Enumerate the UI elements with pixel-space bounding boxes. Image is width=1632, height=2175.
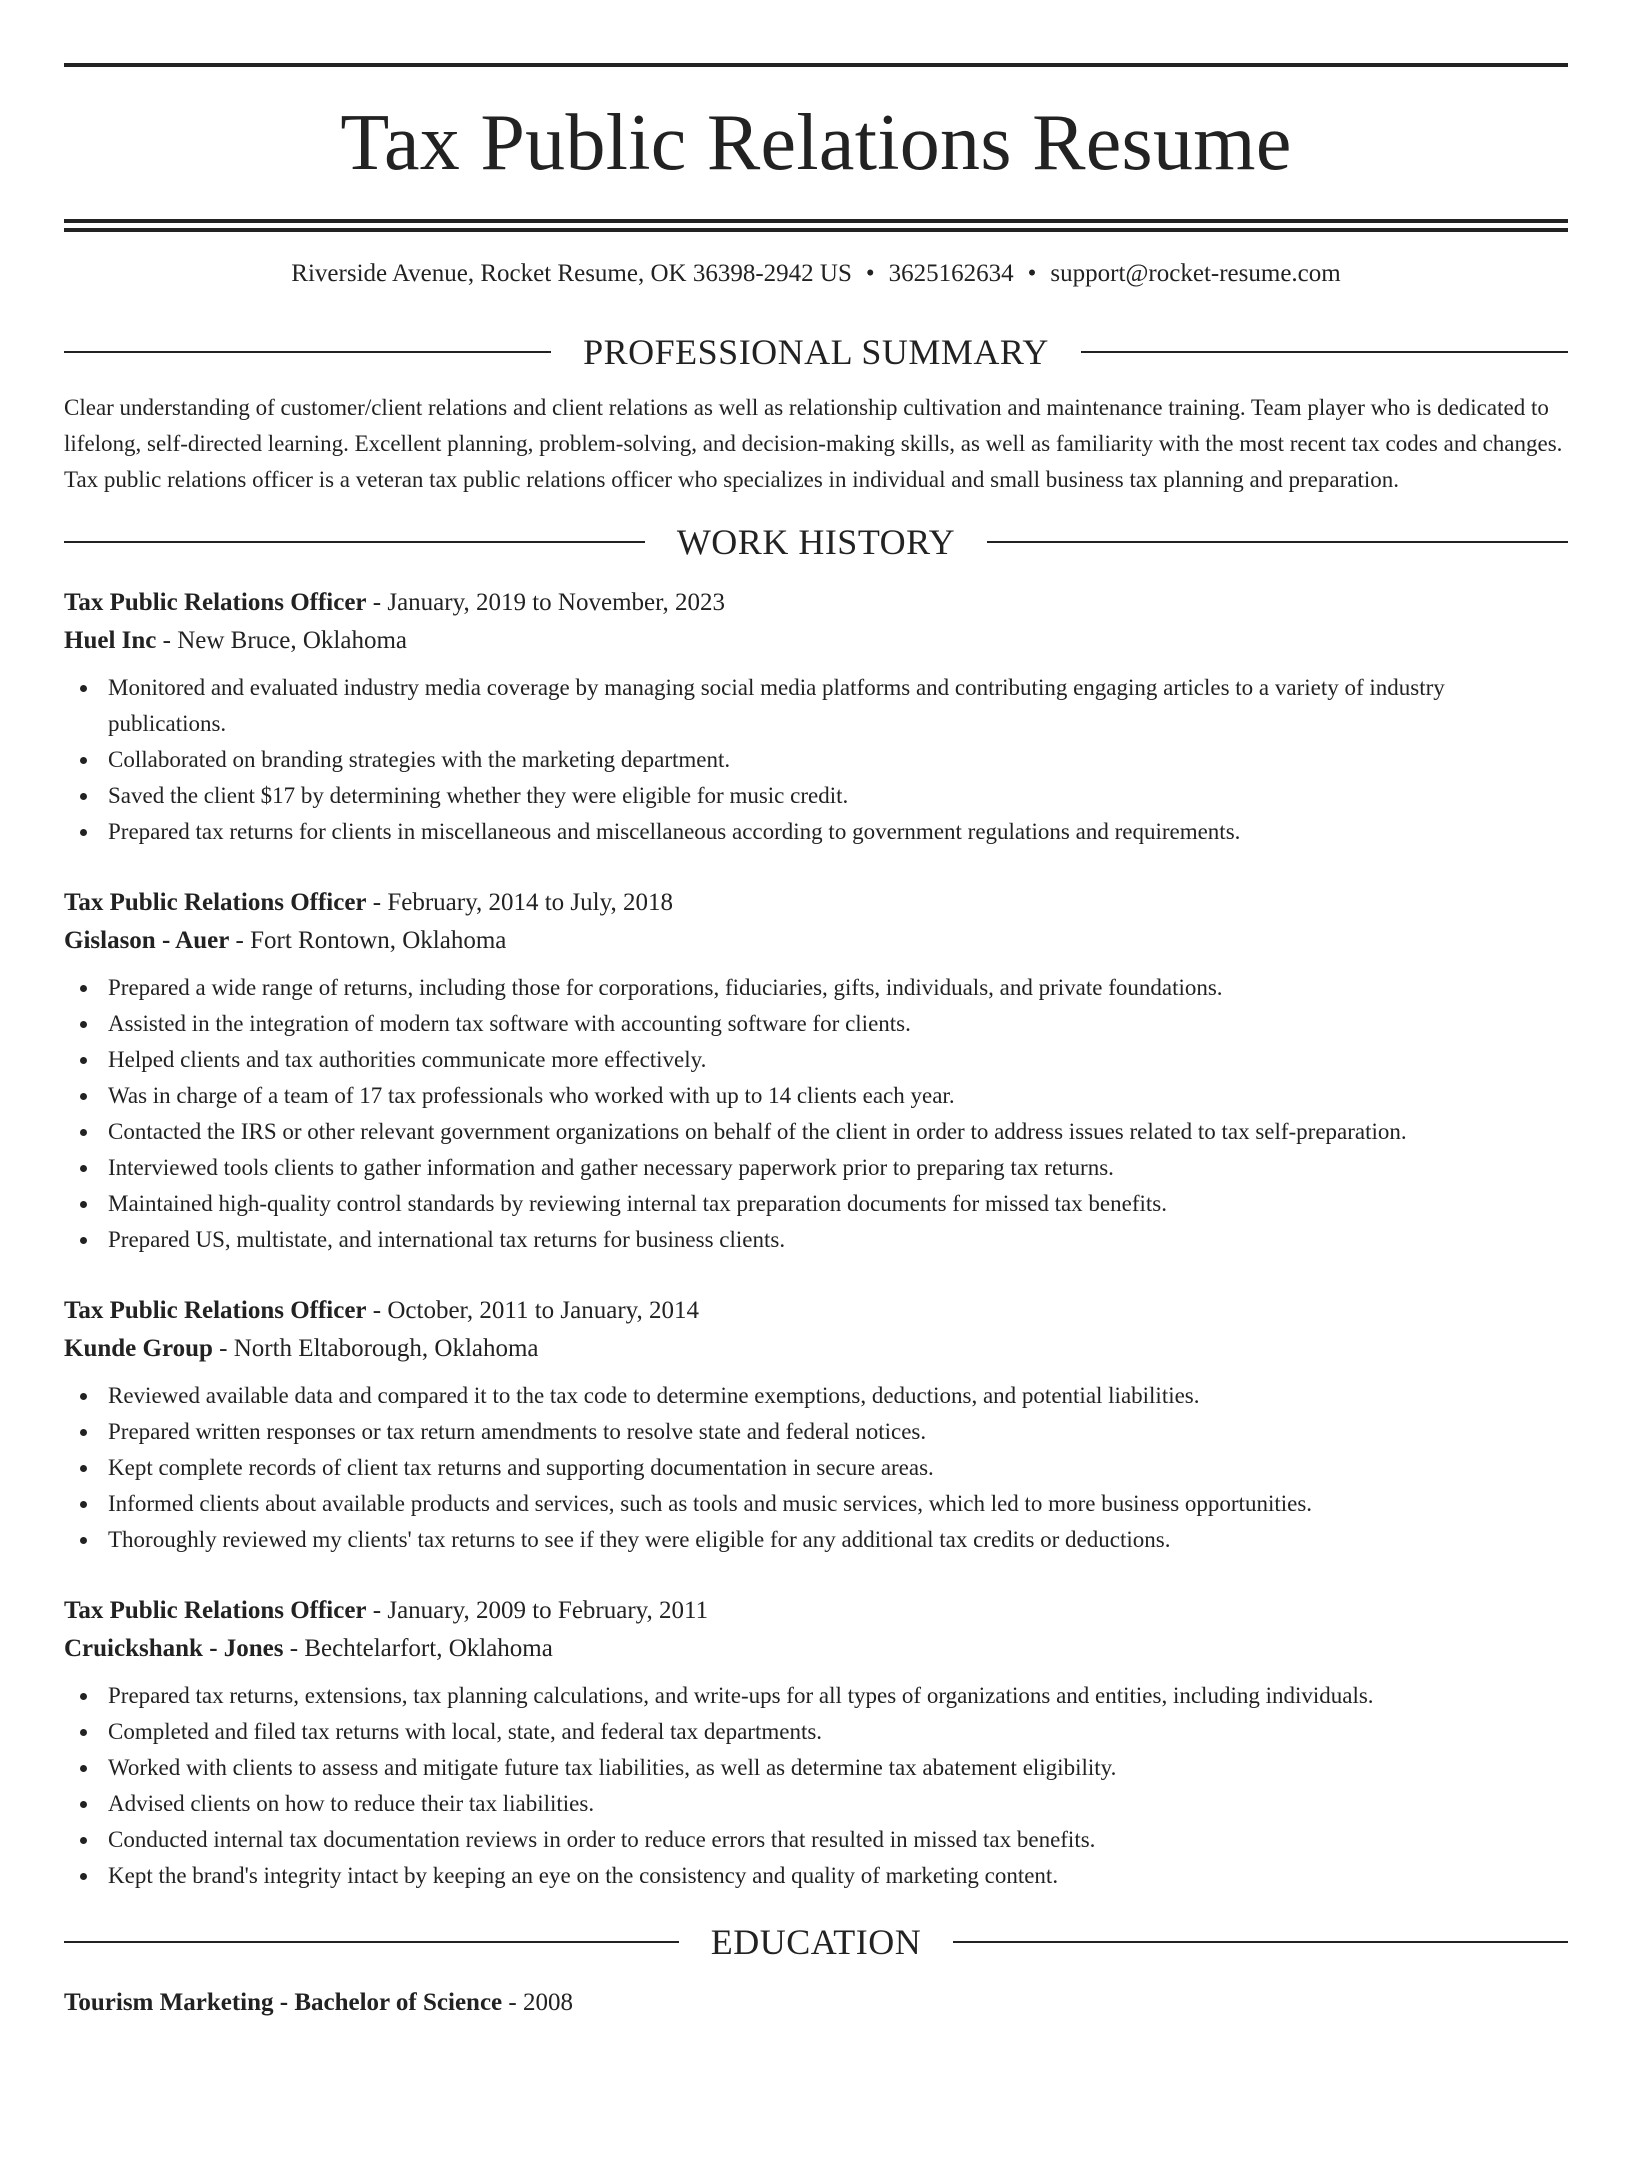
work-history-heading: [64, 520, 1568, 564]
job-bullet: Reviewed available data and compared it to the tax code to determine exemptions, deductions, and potential liabilities.: [64, 1378, 1568, 1414]
education-entry: [64, 1984, 1568, 2022]
work-history-list: [64, 584, 1568, 1894]
job-bullet: Prepared written responses or tax return amendments to resolve state and federal notices.: [64, 1414, 1568, 1450]
education-heading: [64, 1920, 1568, 1964]
heading-rule-right: [953, 1941, 1568, 1943]
title-double-rule: [64, 219, 1568, 232]
job-bullet: Advised clients on how to reduce their tax liabilities.: [64, 1786, 1568, 1822]
job-title-line: [64, 584, 1568, 622]
education-heading-label: EDUCATION: [710, 1922, 922, 1962]
heading-rule-right: [1081, 351, 1568, 353]
job-dates: - January, 2019 to November, 2023: [366, 589, 725, 616]
job-company-line: [64, 1330, 1568, 1368]
work-history-heading-label: WORK HISTORY: [676, 522, 956, 562]
job-location: - New Bruce, Oklahoma: [156, 627, 407, 654]
job-title: Tax Public Relations Officer: [64, 1597, 367, 1624]
job-entry: [64, 1292, 1568, 1558]
job-bullet: Saved the client $17 by determining whether they were eligible for music credit.: [64, 778, 1568, 814]
job-bullet: Monitored and evaluated industry media coverage by managing social media platforms and contributing engaging articles to a variety of industry publications.: [64, 670, 1568, 742]
job-bullet: Kept the brand's integrity intact by keeping an eye on the consistency and quality of marketing content.: [64, 1858, 1568, 1894]
summary-text: Clear understanding of customer/client relations and client relations as well as relationship cultivation and maintenance training. Team player who is dedicated to lifelong, self-directed learning. Excellent planning, problem-solving, and decision-making skills, as well as familiarity with the most recent tax codes and changes. Tax public relations officer is a veteran tax public relations officer who specializes in individual and small business tax planning and preparation.: [64, 395, 1563, 492]
job-bullet: Collaborated on branding strategies with the marketing department.: [64, 742, 1568, 778]
job-bullet: Interviewed tools clients to gather information and gather necessary paperwork prior to preparing tax returns.: [64, 1150, 1568, 1186]
job-company-line: [64, 922, 1568, 960]
job-company-line: [64, 1630, 1568, 1668]
job-dates: - February, 2014 to July, 2018: [366, 889, 673, 916]
heading-rule-right: [987, 541, 1568, 543]
contact-separator: •: [865, 260, 875, 287]
heading-rule-left: [64, 541, 645, 543]
job-bullets: [64, 970, 1568, 1258]
job-bullet: Worked with clients to assess and mitigate future tax liabilities, as well as determine tax abatement eligibility.: [64, 1750, 1568, 1786]
job-dates: - January, 2009 to February, 2011: [366, 1597, 709, 1624]
job-title-line: [64, 1592, 1568, 1630]
job-bullet: Informed clients about available products and services, such as tools and music services, which led to more business opportunities.: [64, 1486, 1568, 1522]
job-company-line: [64, 622, 1568, 660]
job-location: - Bechtelarfort, Oklahoma: [283, 1635, 553, 1662]
job-bullet: Thoroughly reviewed my clients' tax returns to see if they were eligible for any additional tax credits or deductions.: [64, 1522, 1568, 1558]
contact-address: Riverside Avenue, Rocket Resume, OK 36398-2942 US: [291, 260, 852, 287]
top-rule: [64, 63, 1568, 67]
job-bullets: [64, 670, 1568, 850]
job-entry: [64, 584, 1568, 850]
summary-heading: [64, 330, 1568, 374]
resume-page: [0, 63, 1632, 2175]
job-bullet: Prepared a wide range of returns, including those for corporations, fiduciaries, gifts, individuals, and private foundations.: [64, 970, 1568, 1006]
job-bullet: Contacted the IRS or other relevant government organizations on behalf of the client in order to address issues related to tax self-preparation.: [64, 1114, 1568, 1150]
job-bullet: Was in charge of a team of 17 tax professionals who worked with up to 14 clients each year.: [64, 1078, 1568, 1114]
job-title-line: [64, 884, 1568, 922]
job-bullet: Kept complete records of client tax returns and supporting documentation in secure areas.: [64, 1450, 1568, 1486]
job-company: Cruickshank - Jones: [64, 1635, 284, 1662]
job-title: Tax Public Relations Officer: [64, 1297, 367, 1324]
contact-phone: 3625162634: [888, 260, 1014, 287]
job-dates: - October, 2011 to January, 2014: [366, 1297, 700, 1324]
contact-separator: •: [1027, 260, 1037, 287]
education-degree: Tourism Marketing - Bachelor of Science: [64, 1989, 503, 2016]
heading-rule-left: [64, 351, 551, 353]
job-location: - Fort Rontown, Oklahoma: [229, 927, 507, 954]
job-bullet: Maintained high-quality control standards by reviewing internal tax preparation documents for missed tax benefits.: [64, 1186, 1568, 1222]
heading-rule-left: [64, 1941, 679, 1943]
job-bullet: Prepared tax returns for clients in miscellaneous and miscellaneous according to government regulations and requirements.: [64, 814, 1568, 850]
job-location: - North Eltaborough, Oklahoma: [212, 1335, 539, 1362]
job-bullet: Conducted internal tax documentation reviews in order to reduce errors that resulted in missed tax benefits.: [64, 1822, 1568, 1858]
summary-heading-label: PROFESSIONAL SUMMARY: [583, 332, 1049, 372]
job-bullet: Helped clients and tax authorities communicate more effectively.: [64, 1042, 1568, 1078]
page-title: Tax Public Relations Resume: [340, 99, 1292, 187]
job-bullets: [64, 1678, 1568, 1894]
job-bullet: Prepared tax returns, extensions, tax planning calculations, and write-ups for all types of organizations and entities, including individuals.: [64, 1678, 1568, 1714]
job-entry: [64, 1592, 1568, 1894]
job-company: Gislason - Auer: [64, 927, 230, 954]
education-year: - 2008: [502, 1989, 573, 2016]
job-company: Huel Inc: [64, 627, 157, 654]
job-company: Kunde Group: [64, 1335, 213, 1362]
contact-email: support@rocket-resume.com: [1050, 260, 1341, 287]
job-title: Tax Public Relations Officer: [64, 889, 367, 916]
job-entry: [64, 884, 1568, 1258]
job-title-line: [64, 1292, 1568, 1330]
contact-line: [64, 258, 1568, 290]
job-bullet: Prepared US, multistate, and international tax returns for business clients.: [64, 1222, 1568, 1258]
job-bullet: Completed and filed tax returns with local, state, and federal tax departments.: [64, 1714, 1568, 1750]
job-bullet: Assisted in the integration of modern tax software with accounting software for clients.: [64, 1006, 1568, 1042]
job-title: Tax Public Relations Officer: [64, 589, 367, 616]
job-bullets: [64, 1378, 1568, 1558]
